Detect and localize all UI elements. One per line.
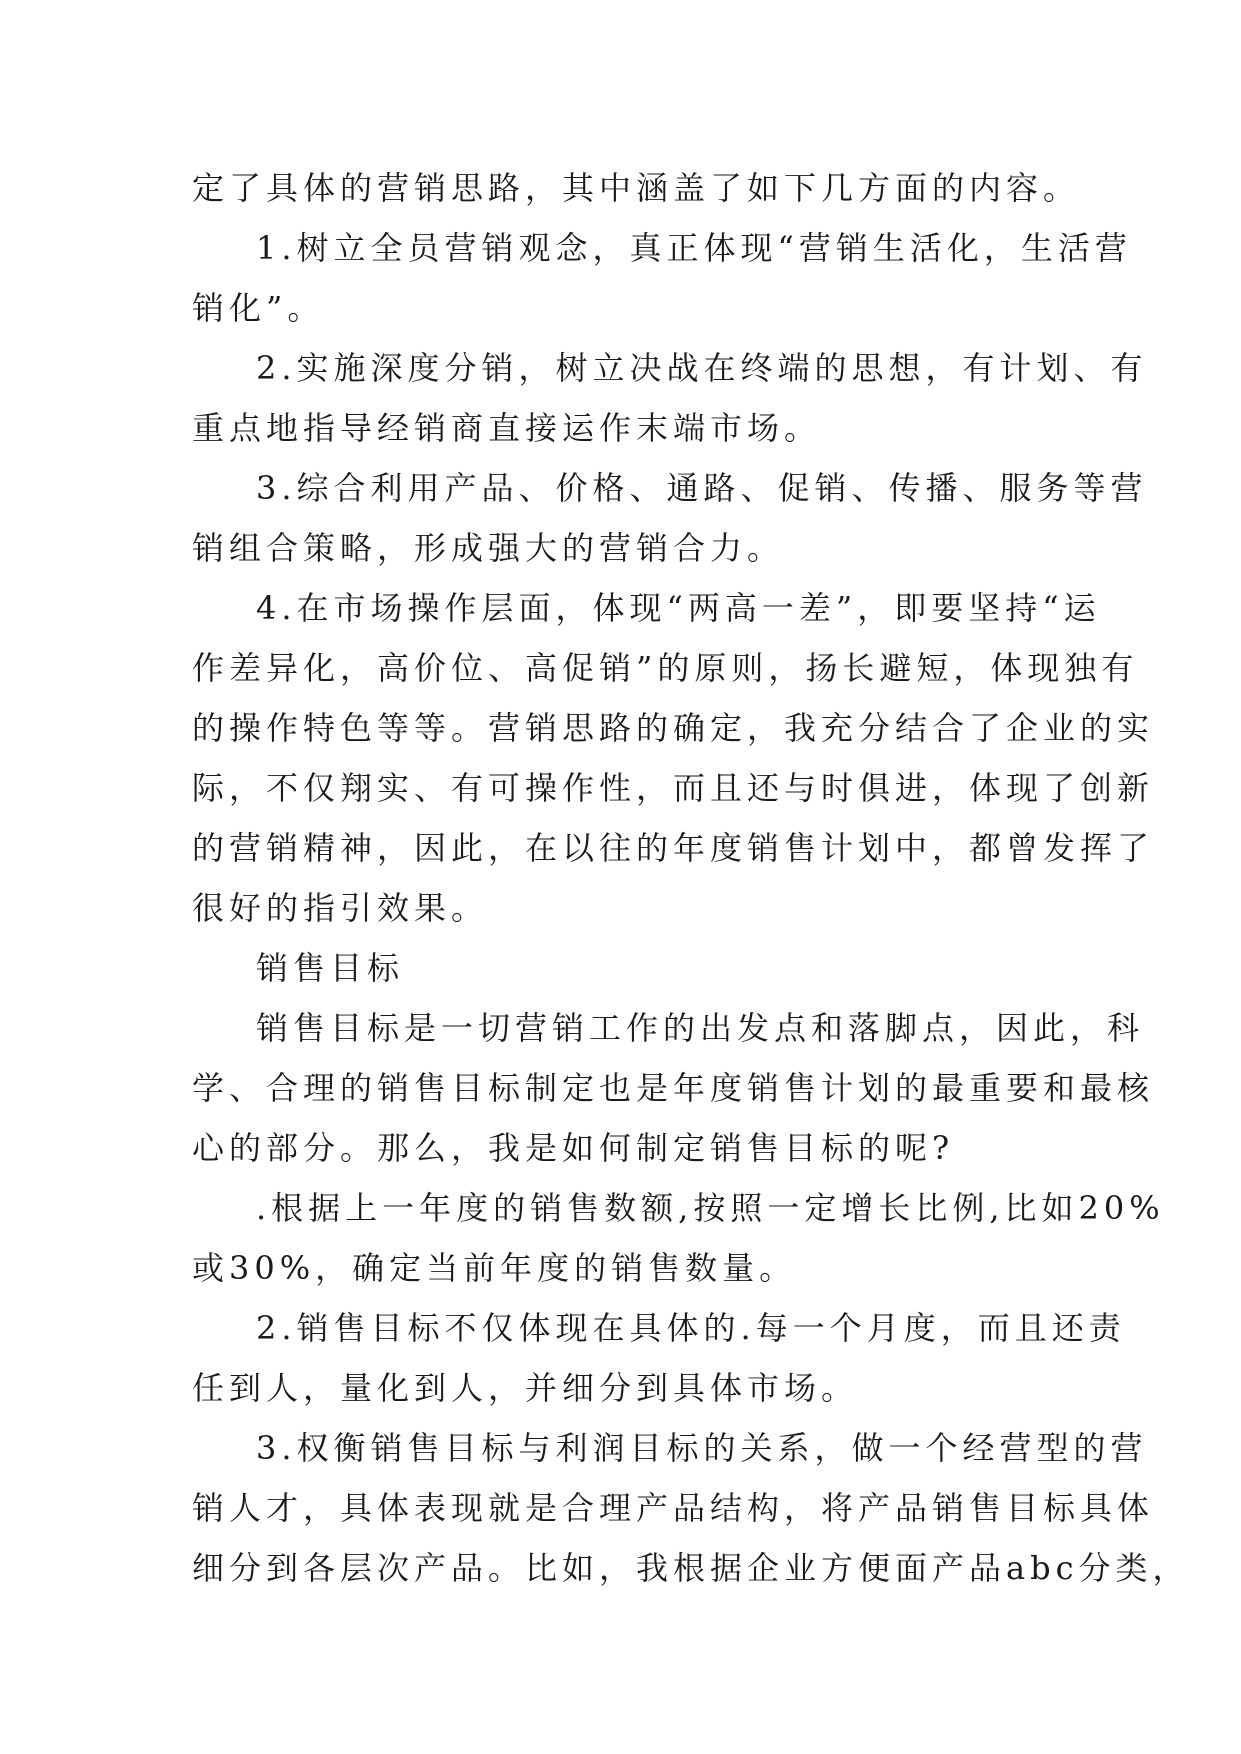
text-line: 定了具体的营销思路，其中涵盖了如下几方面的内容。 — [192, 169, 1081, 207]
text-line: 际，不仅翔实、有可操作性，而且还与时俱进，体现了创新 — [192, 769, 1155, 807]
text-line: 或30%，确定当前年度的销售数量。 — [192, 1249, 797, 1287]
text-line: 4.在市场操作层面，体现“两高一差”，即要坚持“运 — [256, 589, 1101, 627]
section-heading: 销售目标 — [256, 949, 405, 987]
text-line: 3.综合利用产品、价格、通路、促销、传播、服务等营 — [256, 469, 1148, 507]
text-line: 作差异化，高价位、高促销”的原则，扬长避短，体现独有 — [192, 649, 1139, 687]
text-line: 任到人，量化到人，并细分到具体市场。 — [192, 1369, 859, 1407]
text-line: 2.销售目标不仅体现在具体的.每一个月度，而且还责 — [256, 1309, 1126, 1347]
text-line: 细分到各层次产品。比如，我根据企业方便面产品abc分类， — [192, 1549, 1190, 1587]
text-line: 的营销精神，因此，在以往的年度销售计划中，都曾发挥了 — [192, 829, 1155, 867]
text-line: .根据上一年度的销售数额,按照一定增长比例,比如20% — [256, 1189, 1165, 1227]
text-line: 1.树立全员营销观念，真正体现“营销生活化，生活营 — [256, 229, 1132, 267]
text-line: 销组合策略，形成强大的营销合力。 — [192, 529, 785, 567]
text-line: 重点地指导经销商直接运作末端市场。 — [192, 409, 822, 447]
text-line: 心的部分。那么，我是如何制定销售目标的呢? — [192, 1129, 955, 1167]
text-line: 销售目标是一切营销工作的出发点和落脚点，因此，科 — [256, 1009, 1145, 1047]
text-line: 学、合理的销售目标制定也是年度销售计划的最重要和最核 — [192, 1069, 1155, 1107]
text-line: 2.实施深度分销，树立决战在终端的思想，有计划、有 — [256, 349, 1148, 387]
text-line: 销化”。 — [192, 289, 325, 327]
text-line: 的操作特色等等。营销思路的确定，我充分结合了企业的实 — [192, 709, 1155, 747]
text-line: 销人才，具体表现就是合理产品结构，将产品销售目标具体 — [192, 1489, 1155, 1527]
text-line: 3.权衡销售目标与利润目标的关系，做一个经营型的营 — [256, 1429, 1148, 1467]
text-line: 很好的指引效果。 — [192, 889, 489, 927]
document-body — [192, 158, 1190, 1598]
